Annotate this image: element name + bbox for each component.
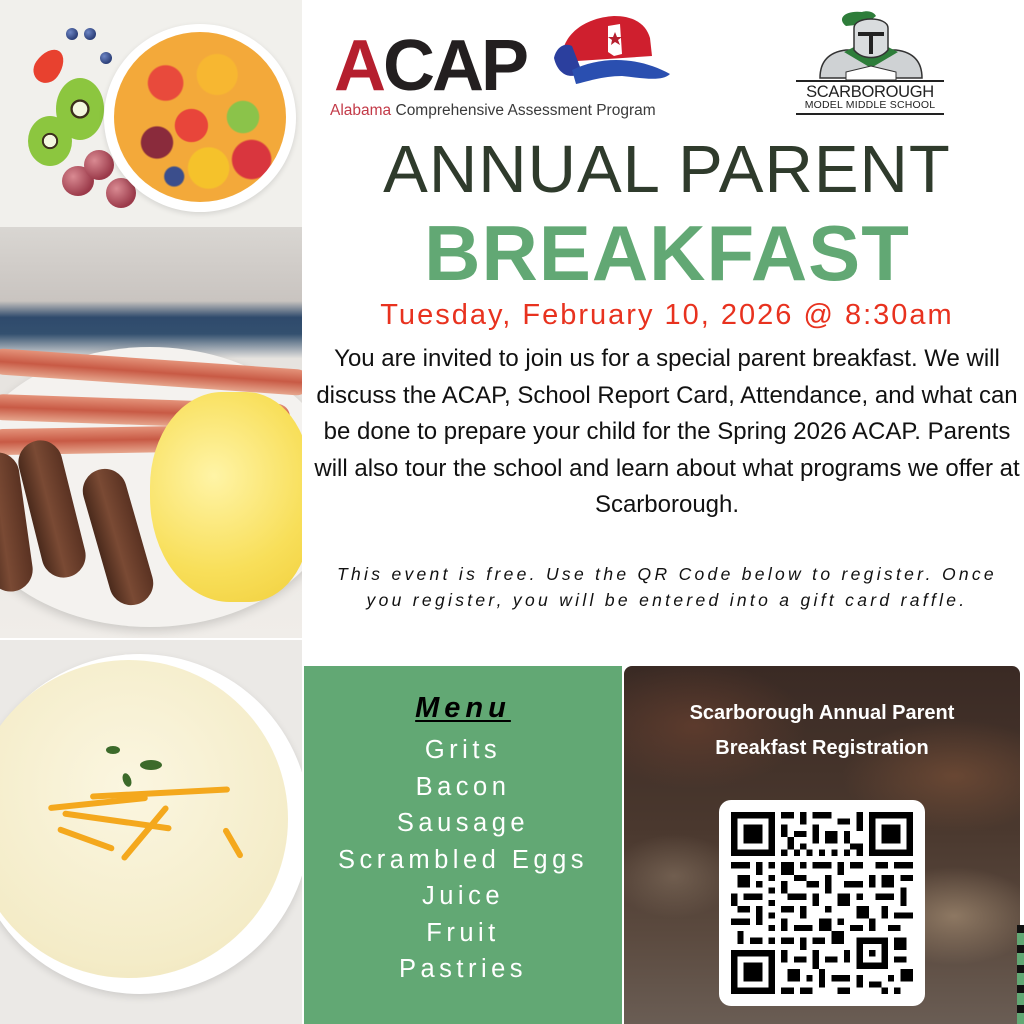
menu-item: Grits [424,736,502,764]
headline-breakfast: BREAKFAST [424,209,910,297]
registration-title: Scarborough Annual Parent Breakfast Registration [689,702,955,759]
edge-decoration [1017,925,1024,1024]
bacon-sausage-eggs-photo [0,227,302,638]
menu-item: Bacon [415,772,511,801]
school-name: SCARBOROUGH [796,80,944,101]
baseball-cap-icon [542,12,672,92]
knight-mascot-icon [816,8,926,80]
blueberry-decoration [100,52,112,64]
menu-item: Juice [421,882,505,910]
herb-garnish [140,760,162,770]
menu-list [304,732,622,988]
menu-item: Fruit [426,918,500,947]
headline-annual-parent: ANNUAL PARENT [383,132,951,207]
invitation-text: You are invited to join us for a special parent breakfast. We will discuss the ACAP, School Report Card, Attendance, and what can be done to prepare your child for the Spring 2026 ACAP. Parents will also tour the school and learn about what programs we offer at Scarborough. [314,345,1020,518]
qr-code-icon [731,812,913,994]
school-subtitle: MODEL MIDDLE SCHOOL [796,99,944,115]
acap-logo [330,10,675,125]
qr-code[interactable] [719,800,925,1006]
fruit-bowl [104,24,296,212]
strawberry-decoration [28,44,70,88]
fruit-salad-photo [0,0,302,227]
event-date-time: Tuesday, February 10, 2026 @ 8:30am [380,299,954,331]
menu-item: Sausage [396,809,530,837]
cheese-grits-photo [0,640,302,1024]
acap-subtitle: Alabama Comprehensive Assessment Program [330,102,656,119]
kiwi-decoration [28,116,72,166]
grape-decoration [84,150,114,180]
acap-wordmark: ACAP [334,26,527,106]
blueberry-decoration [84,28,96,40]
herb-garnish [106,746,120,754]
scrambled-eggs [150,392,302,602]
blueberry-decoration [66,28,78,40]
menu-panel [304,666,622,1024]
menu-item: Pastries [398,955,528,983]
menu-title: Menu [415,692,511,724]
scarborough-school-logo [790,8,950,118]
registration-notice: This event is free. Use the QR Code below to register. Once you register, you will be entered into a gift card raffle. [337,564,997,610]
menu-item: Scrambled Eggs [337,845,589,874]
registration-panel [624,666,1020,1024]
